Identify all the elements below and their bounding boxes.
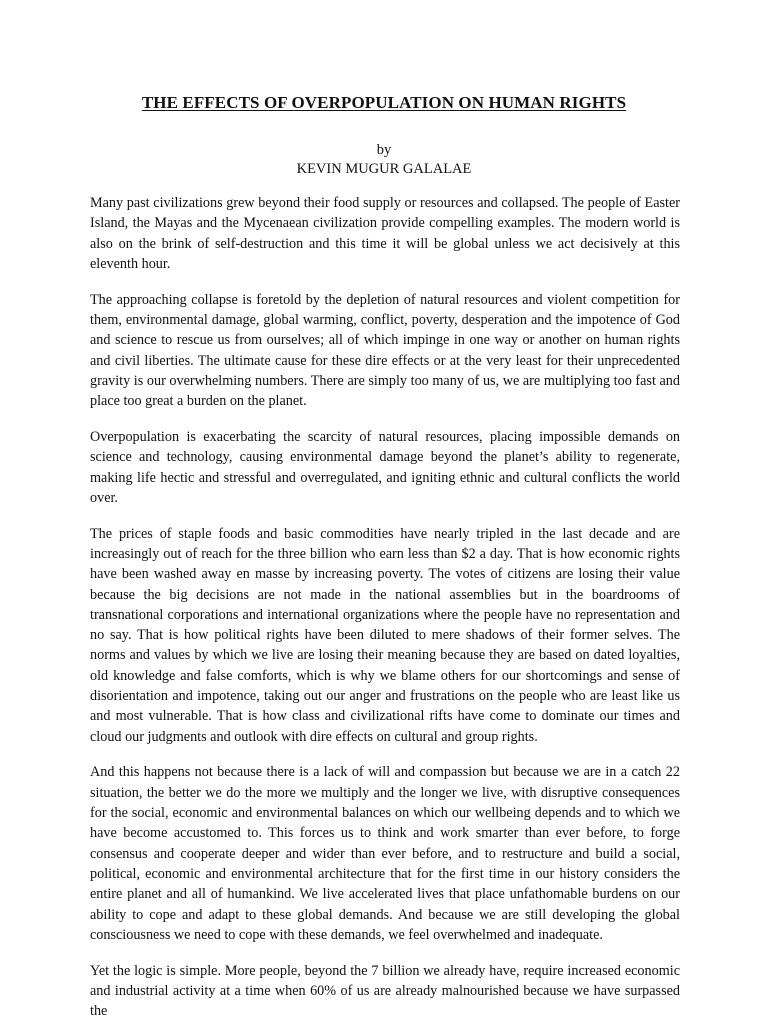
paragraph-1: Many past civilizations grew beyond their food supply or resources and collapsed. The people of Easter Island, the Mayas and the Mycenaean civilization provide compelling examples. The modern world is also on the brink of self-destruction and this time it will be global unless we act decisively at this eleventh hour. xyxy=(90,195,680,272)
paragraph-2: The approaching collapse is foretold by the depletion of natural resources and violent competition for them, environmental damage, global warming, conflict, poverty, desperation and the impotence of God and science to rescue us from ourselves; all of which impinge in one way or another on human rights and civil liberties. The ultimate cause for these dire effects or at the very least for their unprecedented gravity is our overwhelming numbers. There are simply too many of us, we are multiplying too fast and place too great a burden on the planet. xyxy=(90,291,680,410)
paragraph-4: The prices of staple foods and basic commodities have nearly tripled in the last decade and are increasingly out of reach for the three billion who earn less than $2 a day. That is how economic rights have been washed away en masse by increasing poverty. The votes of citizens are losing their value because the big decisions are not made in the national assemblies but in the boardrooms of transnational corporations and international organizations where the people have no representation and no say. That is how political rights have been diluted to mere shadows of their former selves. The norms and values by which we live are losing their meaning because they are based on dated loyalties, old knowledge and false comforts, which is why we blame others for our shortcomings and sense of disorientation and impotence, taking out our anger and frustrations on the people who are least like us and most vulnerable. That is how class and civilizational rifts have come to dominate our times and cloud our judgments and outlook with dire effects on cultural and group rights. xyxy=(90,525,680,745)
document-body xyxy=(90,193,680,1021)
document-title: THE EFFECTS OF OVERPOPULATION ON HUMAN RIGHTS xyxy=(141,93,627,112)
paragraph-3: Overpopulation is exacerbating the scarcity of natural resources, placing impossible demands on science and technology, causing environmental damage beyond the planet’s ability to regenerate, making life hectic and stressful and overregulated, and igniting ethnic and cultural conflicts the world over. xyxy=(90,428,680,506)
paragraph-6: Yet the logic is simple. More people, beyond the 7 billion we already have, require increased economic and industrial activity at a time when 60% of us are already malnourished because we have surpassed the xyxy=(90,962,680,1020)
by-label: by xyxy=(376,142,392,158)
paragraph-5: And this happens not because there is a lack of will and compassion but because we are in a catch 22 situation, the better we do the more we multiply and the longer we live, with disruptive consequences for the social, economic and environmental balances on which our wellbeing depends and to which we have become accustomed to. This forces us to think and work smarter than ever before, to forge consensus and cooperate deeper and wider than ever before, and to restructure and build a social, political, economic and environmental architecture that for the first time in our history considers the entire planet and all of humankind. We live accelerated lives that place unfathomable burdens on our ability to cope and adapt to these global demands. And because we are still developing the global consciousness we need to cope with these demands, we feel overwhelmed and inadequate. xyxy=(90,764,680,943)
byline xyxy=(0,141,768,179)
author-name: KEVIN MUGUR GALALAE xyxy=(296,161,472,177)
